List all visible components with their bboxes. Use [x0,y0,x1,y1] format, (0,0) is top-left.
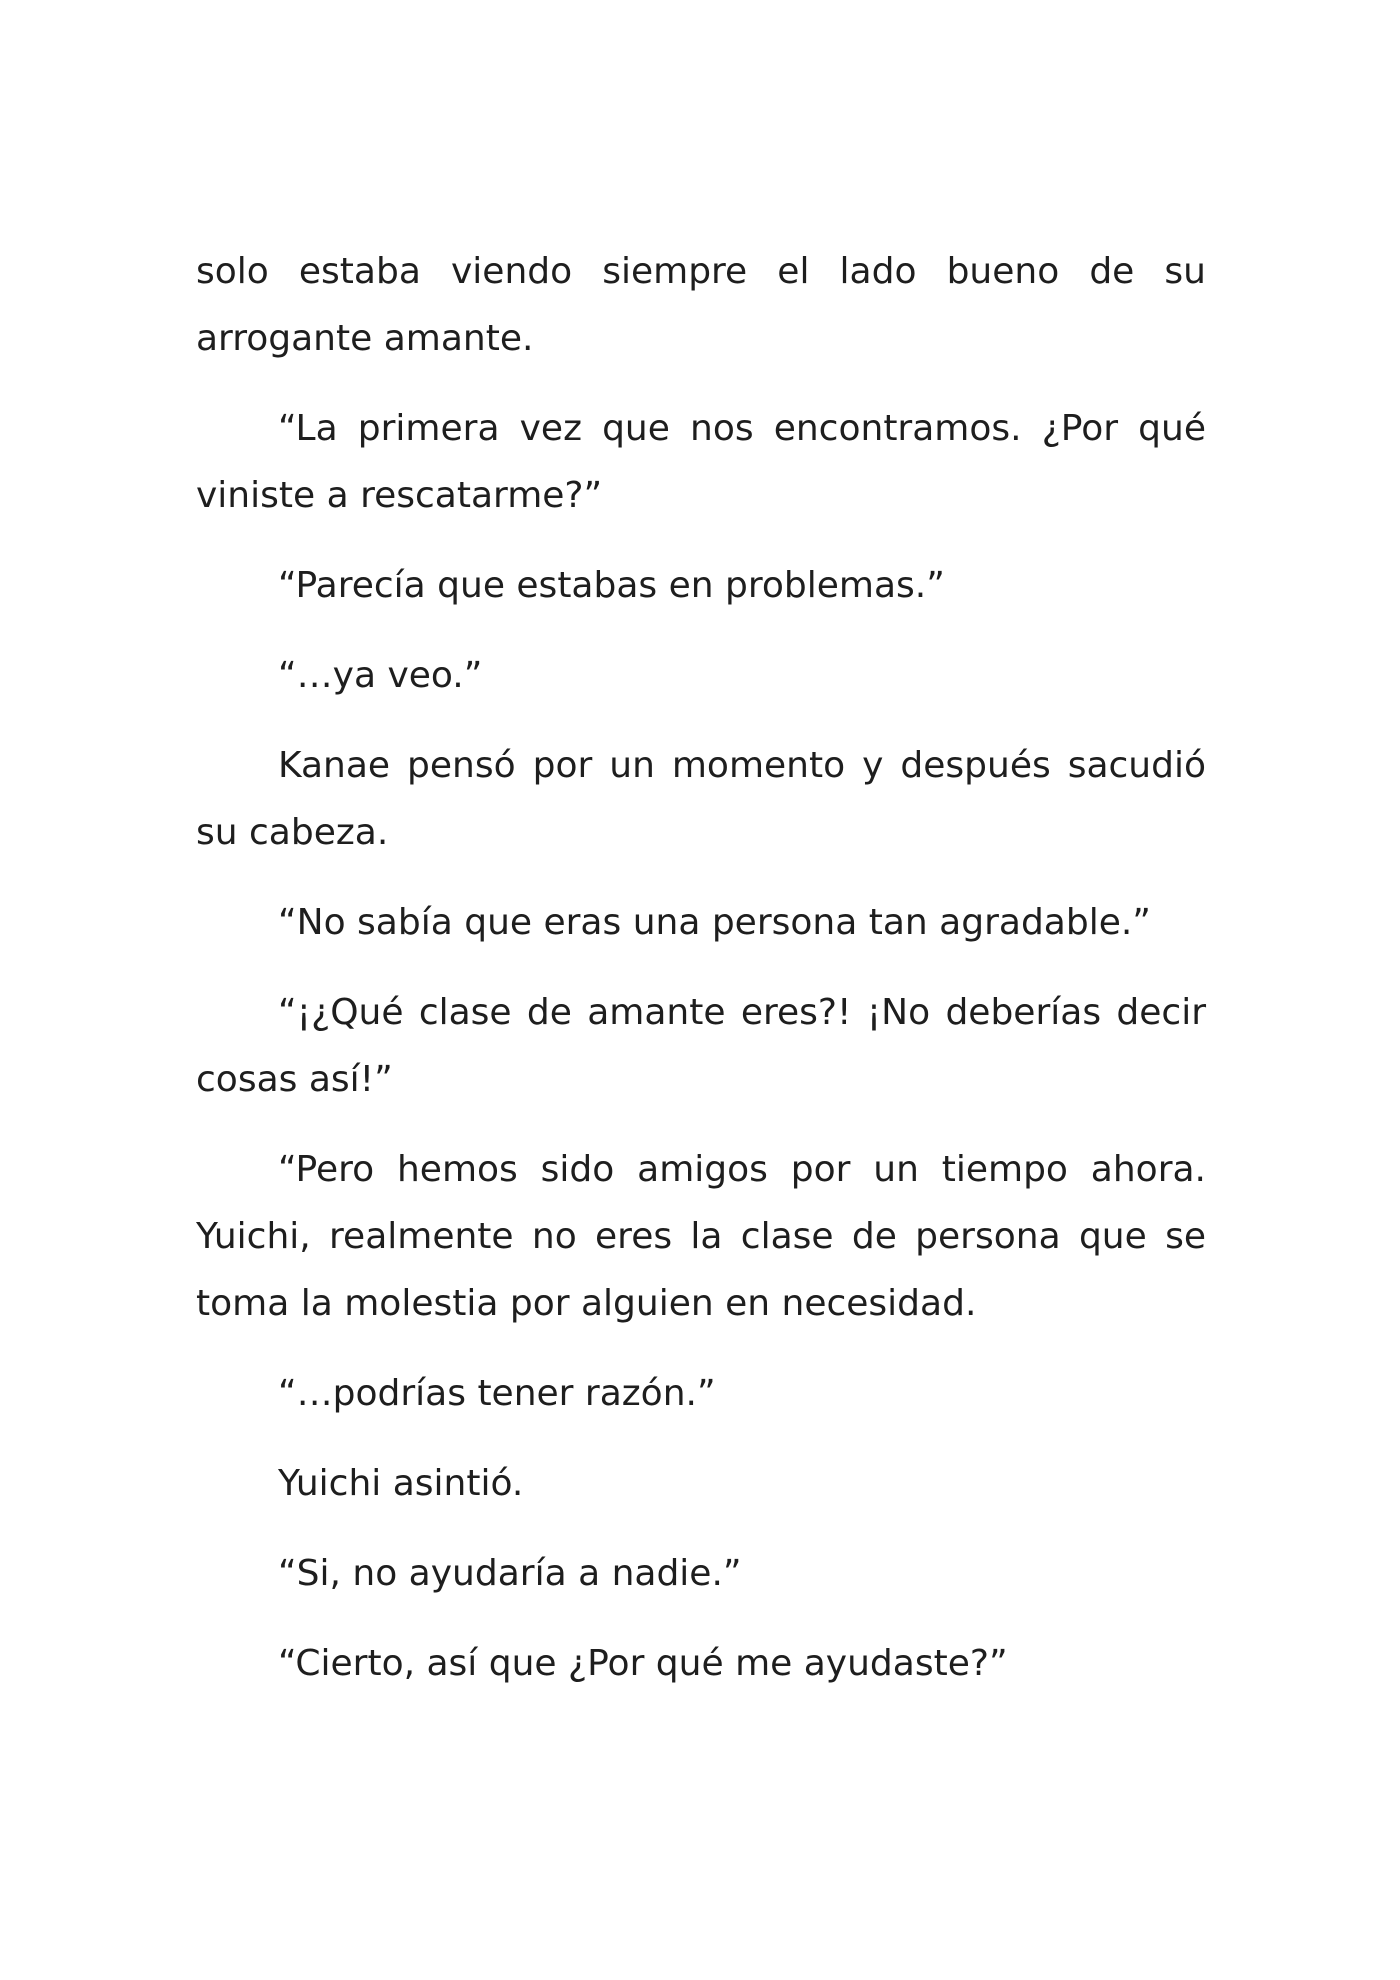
paragraph: solo estaba viendo siempre el lado bueno de su arrogante amante. [196,251,1206,359]
body-text [196,238,1206,1720]
paragraph: “Parecía que estabas en problemas.” [278,565,945,606]
paragraph: “Pero hemos sido amigos por un tiempo ahora. Yuichi, realmente no eres la clase de persona que se toma la molestia por alguien en necesidad. [196,1149,1206,1324]
paragraph: “Si, no ayudaría a nadie.” [278,1553,742,1594]
paragraph: “No sabía que eras una persona tan agradable.” [278,902,1151,943]
paragraph: “Cierto, así que ¿Por qué me ayudaste?” [278,1643,1008,1684]
paragraph: Kanae pensó por un momento y después sacudió su cabeza. [196,745,1206,853]
paragraph: “…ya veo.” [278,655,483,696]
paragraph: “¡¿Qué clase de amante eres?! ¡No deberías decir cosas así!” [196,992,1206,1100]
paragraph: Yuichi asintió. [278,1463,524,1504]
paragraph: “…podrías tener razón.” [278,1373,716,1414]
paragraph: “La primera vez que nos encontramos. ¿Por qué viniste a rescatarme?” [196,408,1206,516]
